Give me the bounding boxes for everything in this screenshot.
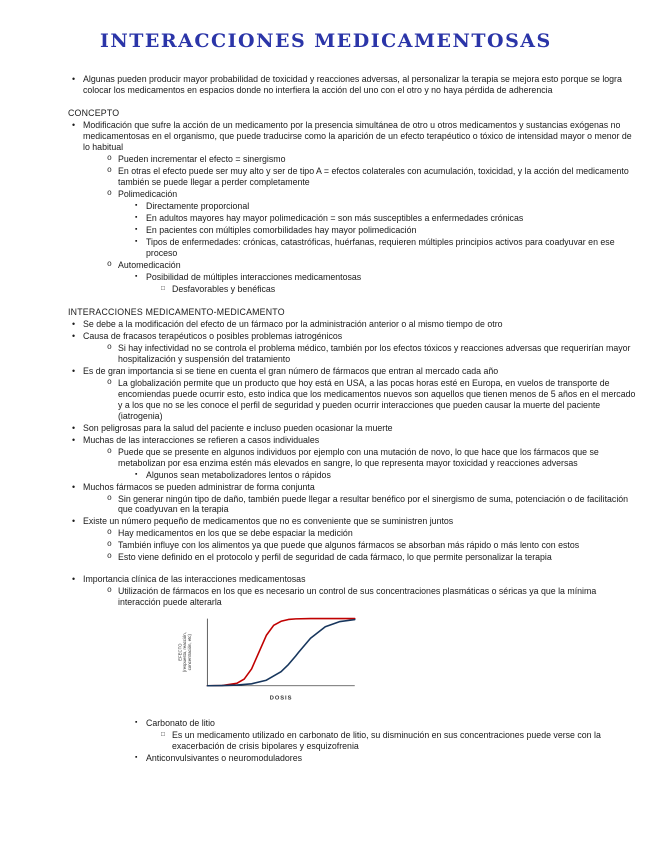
list-item xyxy=(135,237,639,259)
list-item xyxy=(107,552,639,563)
chart-series-0 xyxy=(207,619,354,686)
bullet-icon: ▪ xyxy=(135,237,138,245)
bullet-icon: o xyxy=(107,342,112,352)
list-item-text: En otras el efecto puede ser muy alto y ser de tipo A = efectos colaterales con acumulación, toxicidad, y la acción del medicamento también se puede llegar a perder completamente xyxy=(118,165,629,187)
list-item xyxy=(135,272,639,283)
bullet-icon: o xyxy=(107,377,112,387)
bullet-icon: • xyxy=(72,365,76,376)
paragraph-spacer xyxy=(0,563,655,573)
bullet-icon: • xyxy=(72,422,76,433)
list-item-text: Muchas de las interacciones se refieren a casos individuales xyxy=(83,434,320,445)
list-item xyxy=(107,343,639,365)
bullet-icon: o xyxy=(107,165,112,175)
list-item xyxy=(107,166,639,188)
bullet-icon: ▪ xyxy=(135,719,138,727)
list-item-text: Utilización de fármacos en los que es necesario un control de sus concentraciones plasmáticas o séricas ya que la mínima interacción puede alterarla xyxy=(118,586,597,608)
list-item-text: Posibilidad de múltiples interacciones medicamentosas xyxy=(146,271,362,282)
bullet-icon: ▪ xyxy=(135,201,138,209)
bullet-icon: ▪ xyxy=(135,213,138,221)
chart-axes xyxy=(207,619,354,686)
list-item xyxy=(72,423,639,434)
document-body xyxy=(0,74,655,764)
list-item xyxy=(72,516,639,527)
bullet-icon: o xyxy=(107,540,112,550)
list-item xyxy=(72,319,639,330)
list-item-text: Directamente proporcional xyxy=(146,200,250,211)
list-item xyxy=(72,435,639,446)
list-item-text: Anticonvulsivantes o neuromoduladores xyxy=(146,753,302,764)
list-item-text: Son peligrosas para la salud del paciente e incluso pueden ocasionar la muerte xyxy=(83,422,393,433)
list-item-text: Desfavorables y benéficas xyxy=(172,283,276,294)
list-item xyxy=(107,528,639,539)
list-item-text: Automedicación xyxy=(118,259,181,270)
list-item xyxy=(135,225,639,236)
list-item xyxy=(135,470,639,481)
list-item-text: Pueden incrementar el efecto = sinergismo xyxy=(118,153,286,164)
list-item-text: Se debe a la modificación del efecto de un fármaco por la administración anterior o al mismo tiempo de otro xyxy=(83,318,503,329)
bullet-icon: • xyxy=(72,119,76,130)
list-item-text: Muchos fármacos se pueden administrar de forma conjunta xyxy=(83,481,315,492)
list-item-text: Algunas pueden producir mayor probabilidad de toxicidad y reacciones adversas, al personalizar la terapia se mejora esto porque se logra colocar los medicamentos en espacios donde no interfiera la acción del uno con el otro y no haya pérdida de adherencia xyxy=(83,74,622,95)
list-item-text: Modificación que sufre la acción de un medicamento por la presencia simultánea de otro u otros medicamentos y sustancias exógenas no medicamentosas en el organismo, que puede traducirse como la aparición de un efecto terapéutico o tóxico de intensidad mayor o menor de lo habitual xyxy=(83,119,632,152)
list-item-text: Puede que se presente en algunos individuos por ejemplo con una mutación de novo, lo que hace que los fármacos que se metabolizan por esa enzima estén más elevados en sangre, lo que representa mayor toxicidad y reacciones adversas xyxy=(118,446,599,468)
bullet-icon: • xyxy=(72,434,76,445)
list-item-text: Causa de fracasos terapéuticos o posibles problemas iatrogénicos xyxy=(83,330,343,341)
list-item xyxy=(107,586,639,608)
list-item-text: En pacientes con múltiples comorbilidades hay mayor polimedicación xyxy=(146,224,417,235)
chart-ylabel: EFECTO(respuesta, reacción,concentración, etc) xyxy=(177,632,192,673)
chart-series-1 xyxy=(207,620,354,686)
list-item xyxy=(72,366,639,377)
list-item-text: Esto viene definido en el protocolo y perfil de seguridad de cada fármaco, lo que permite personalizar la terapia xyxy=(118,552,552,563)
list-item-text: Tipos de enfermedades: crónicas, catastróficas, huérfanas, requieren múltiples principios activos para coadyuvar en ese proceso xyxy=(146,236,615,258)
bullet-icon: o xyxy=(107,586,112,596)
list-item xyxy=(107,494,639,516)
list-item-text: Es de gran importancia si se tiene en cuenta el gran número de fármacos que entran al mercado cada año xyxy=(83,365,499,376)
bullet-icon: o xyxy=(107,188,112,198)
list-item xyxy=(161,284,639,295)
list-item xyxy=(107,154,639,165)
list-item-text: La globalización permite que un producto que hoy está en USA, a las pocas horas esté en Europa, en vuelos de transporte de encomiendas puede ocurrir esto, esto indica que los medicamentos nuevos son aquellos que tienen menos de 5 años en el mercado y a los que no se les conoce el perfil de seguridad y pueden ocurrir interacciones que pueden causar la muerte del paciente (iatrogenia) xyxy=(118,377,636,421)
list-item xyxy=(135,213,639,224)
bullet-icon: o xyxy=(107,493,112,503)
page-title: INTERACCIONES MEDICAMENTOSAS xyxy=(100,30,552,52)
list-item-text: Hay medicamentos en los que se debe espaciar la medición xyxy=(118,528,353,539)
list-item xyxy=(107,260,639,271)
list-item-text: Sin generar ningún tipo de daño, también puede llegar a resultar benéfico por el sinergismo de suma, potenciación o de facilitación que coadyuvan en la terapia xyxy=(118,493,629,515)
list-item-text: Importancia clínica de las interacciones medicamentosas xyxy=(83,574,306,585)
list-item-text: En adultos mayores hay mayor polimedicación = son más susceptibles a enfermedades crónicas xyxy=(146,212,524,223)
bullet-icon: • xyxy=(72,318,76,329)
list-item xyxy=(72,482,639,493)
bullet-icon: • xyxy=(72,330,76,341)
bullet-icon: • xyxy=(72,516,76,527)
bullet-icon: o xyxy=(107,153,112,163)
section-heading: CONCEPTO xyxy=(68,107,120,118)
bullet-icon: • xyxy=(72,574,76,585)
dose-response-figure xyxy=(170,613,655,715)
bullet-icon: o xyxy=(107,259,112,269)
list-item-text: Algunos sean metabolizadores lentos o rápidos xyxy=(146,469,331,480)
bullet-icon: o xyxy=(107,552,112,562)
chart-xlabel: DOSIS xyxy=(269,696,293,703)
list-item-text: También influye con los alimentos ya que puede que algunos fármacos se absorban más rápido o más lento con estos xyxy=(118,540,580,551)
list-item xyxy=(72,331,639,342)
list-item-text: Si hay infectividad no se controla el problema médico, también por los efectos tóxicos y reacciones adversas que requerirían mayor hospitalización y suspensión del tratamiento xyxy=(118,342,631,364)
bullet-icon: □ xyxy=(161,284,165,292)
bullet-icon: • xyxy=(72,481,76,492)
list-item xyxy=(72,574,639,585)
list-item xyxy=(161,730,639,752)
bullet-icon: ▪ xyxy=(135,470,138,478)
list-item xyxy=(107,447,639,469)
bullet-icon: ▪ xyxy=(135,272,138,280)
list-item xyxy=(72,74,639,96)
bullet-icon: • xyxy=(72,74,76,84)
list-item-text: Es un medicamento utilizado en carbonato de litio, su disminución en sus concentraciones puede verse con la exacerbación de crisis bipolares y esquizofrenia xyxy=(172,730,601,752)
list-item xyxy=(72,120,639,153)
list-item xyxy=(107,378,639,422)
list-item-text: Existe un número pequeño de medicamentos que no es conveniente que se suministren juntos xyxy=(83,516,454,527)
bullet-icon: o xyxy=(107,528,112,538)
list-item xyxy=(107,540,639,551)
list-item xyxy=(135,201,639,212)
bullet-icon: ▪ xyxy=(135,225,138,233)
list-item xyxy=(135,718,639,729)
bullet-icon: o xyxy=(107,446,112,456)
bullet-icon: □ xyxy=(161,731,165,739)
section-heading: INTERACCIONES MEDICAMENTO-MEDICAMENTO xyxy=(68,306,285,317)
dose-response-chart xyxy=(170,613,366,710)
list-item-text: Polimedicación xyxy=(118,188,178,199)
list-item xyxy=(107,189,639,200)
list-item xyxy=(135,753,639,764)
bullet-icon: ▪ xyxy=(135,754,138,762)
list-item-text: Carbonato de litio xyxy=(146,718,215,729)
